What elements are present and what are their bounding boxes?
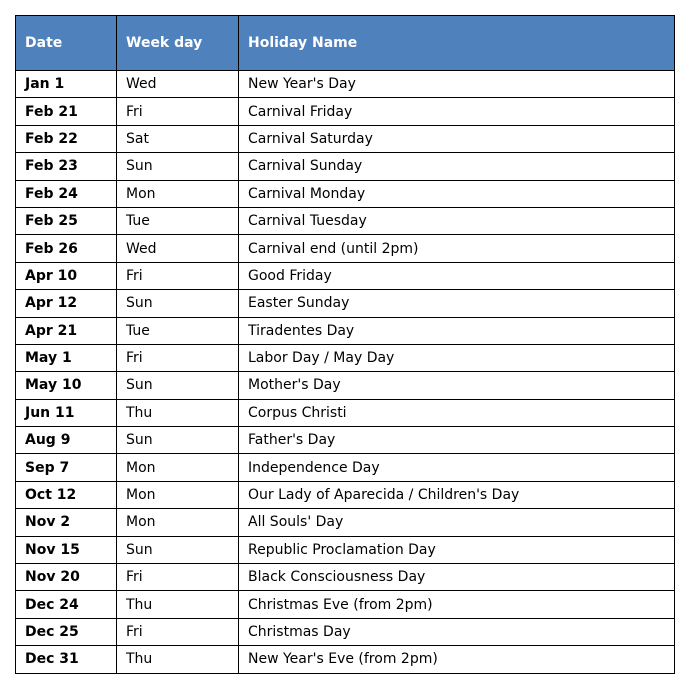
date-cell: May 1 (16, 344, 117, 371)
table-row (16, 317, 675, 344)
weekday-cell: Fri (117, 618, 239, 645)
table-row (16, 180, 675, 207)
table-row (16, 71, 675, 98)
table-row (16, 509, 675, 536)
table-row (16, 536, 675, 563)
holiday-name-cell: Easter Sunday (239, 290, 675, 317)
date-cell: Apr 10 (16, 262, 117, 289)
date-cell: Jan 1 (16, 71, 117, 98)
column-header-date: Date (16, 16, 117, 71)
column-header-holiday-name: Holiday Name (239, 16, 675, 71)
table-row (16, 646, 675, 673)
weekday-cell: Sun (117, 372, 239, 399)
weekday-cell: Sun (117, 536, 239, 563)
table-row (16, 618, 675, 645)
date-cell: Nov 20 (16, 564, 117, 591)
table-row (16, 454, 675, 481)
date-cell: Dec 31 (16, 646, 117, 673)
column-header-weekday: Week day (117, 16, 239, 71)
table-row (16, 262, 675, 289)
table-row (16, 290, 675, 317)
holiday-name-cell: Carnival Saturday (239, 125, 675, 152)
holiday-name-cell: New Year's Eve (from 2pm) (239, 646, 675, 673)
holiday-table (15, 15, 675, 674)
table-row (16, 591, 675, 618)
date-cell: Feb 22 (16, 125, 117, 152)
table-row (16, 235, 675, 262)
holiday-name-cell: Christmas Day (239, 618, 675, 645)
table-row (16, 481, 675, 508)
weekday-cell: Fri (117, 344, 239, 371)
table-row (16, 344, 675, 371)
table-row (16, 372, 675, 399)
holiday-name-cell: Our Lady of Aparecida / Children's Day (239, 481, 675, 508)
holiday-name-cell: All Souls' Day (239, 509, 675, 536)
date-cell: Nov 15 (16, 536, 117, 563)
table-row (16, 153, 675, 180)
date-cell: Feb 21 (16, 98, 117, 125)
date-cell: May 10 (16, 372, 117, 399)
weekday-cell: Thu (117, 591, 239, 618)
date-cell: Apr 21 (16, 317, 117, 344)
date-cell: Jun 11 (16, 399, 117, 426)
table-body (16, 71, 675, 674)
weekday-cell: Fri (117, 262, 239, 289)
holiday-name-cell: Carnival end (until 2pm) (239, 235, 675, 262)
holiday-name-cell: Carnival Monday (239, 180, 675, 207)
date-cell: Aug 9 (16, 427, 117, 454)
date-cell: Feb 23 (16, 153, 117, 180)
table-row (16, 98, 675, 125)
date-cell: Apr 12 (16, 290, 117, 317)
holiday-name-cell: Black Consciousness Day (239, 564, 675, 591)
weekday-cell: Fri (117, 564, 239, 591)
holiday-name-cell: Independence Day (239, 454, 675, 481)
holiday-name-cell: Carnival Sunday (239, 153, 675, 180)
weekday-cell: Mon (117, 509, 239, 536)
table-row (16, 427, 675, 454)
date-cell: Feb 24 (16, 180, 117, 207)
table-row (16, 207, 675, 234)
table-row (16, 399, 675, 426)
holiday-name-cell: Carnival Tuesday (239, 207, 675, 234)
date-cell: Feb 26 (16, 235, 117, 262)
table-header (16, 16, 675, 71)
weekday-cell: Thu (117, 399, 239, 426)
weekday-cell: Thu (117, 646, 239, 673)
holiday-name-cell: Tiradentes Day (239, 317, 675, 344)
date-cell: Feb 25 (16, 207, 117, 234)
header-row (16, 16, 675, 71)
weekday-cell: Wed (117, 71, 239, 98)
weekday-cell: Sun (117, 153, 239, 180)
date-cell: Oct 12 (16, 481, 117, 508)
holiday-name-cell: Good Friday (239, 262, 675, 289)
holiday-name-cell: Christmas Eve (from 2pm) (239, 591, 675, 618)
weekday-cell: Tue (117, 317, 239, 344)
weekday-cell: Fri (117, 98, 239, 125)
date-cell: Dec 25 (16, 618, 117, 645)
holiday-name-cell: Republic Proclamation Day (239, 536, 675, 563)
weekday-cell: Mon (117, 180, 239, 207)
date-cell: Dec 24 (16, 591, 117, 618)
weekday-cell: Sun (117, 427, 239, 454)
weekday-cell: Mon (117, 481, 239, 508)
weekday-cell: Sat (117, 125, 239, 152)
holiday-name-cell: Corpus Christi (239, 399, 675, 426)
weekday-cell: Tue (117, 207, 239, 234)
holiday-name-cell: Carnival Friday (239, 98, 675, 125)
weekday-cell: Mon (117, 454, 239, 481)
date-cell: Sep 7 (16, 454, 117, 481)
holiday-name-cell: New Year's Day (239, 71, 675, 98)
holiday-name-cell: Father's Day (239, 427, 675, 454)
table-row (16, 125, 675, 152)
weekday-cell: Sun (117, 290, 239, 317)
table-row (16, 564, 675, 591)
date-cell: Nov 2 (16, 509, 117, 536)
holiday-name-cell: Mother's Day (239, 372, 675, 399)
weekday-cell: Wed (117, 235, 239, 262)
holiday-name-cell: Labor Day / May Day (239, 344, 675, 371)
